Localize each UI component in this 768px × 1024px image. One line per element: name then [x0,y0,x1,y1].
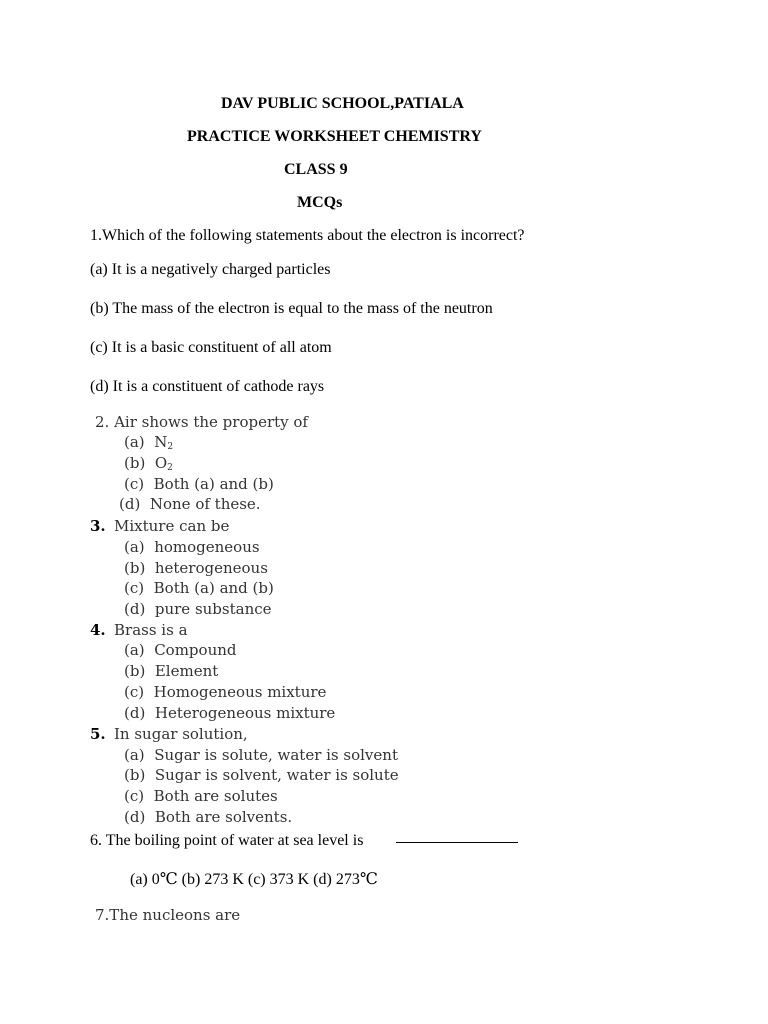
q4-option-b: (b) Element [124,662,219,680]
question-6: 6. The boiling point of water at sea level is [90,832,364,849]
option-label: (b) [124,454,146,472]
question-7: 7.The nucleons are [95,906,241,924]
question-1: 1.Which of the following statements about the electron is incorrect? [90,227,525,244]
q5-option-d: (d) Both are solvents. [124,808,293,826]
q5-option-a: (a) Sugar is solute, water is solvent [124,746,398,764]
question-4 [90,623,106,639]
question-3 [90,519,106,535]
q5-option-c: (c) Both are solutes [124,787,278,805]
q3-text: Mixture can be [114,517,230,535]
question-number: 5. [90,725,106,743]
q1-option-d: (d) It is a constituent of cathode rays [90,378,325,395]
option-label: (a) [124,433,145,451]
q2-option-d [119,497,261,512]
school-name: DAV PUBLIC SCHOOL,PATIALA [221,95,464,112]
question-number: 4. [90,621,106,639]
q4-option-d: (d) Heterogeneous mixture [124,704,336,722]
q2-option-b [124,456,173,473]
question-number: 3. [90,517,106,535]
q3-option-b: (b) heterogeneous [124,559,268,577]
question-2: 2. Air shows the property of [95,413,308,431]
option-text: Both (a) and (b) [153,475,274,493]
class-label: CLASS 9 [284,161,348,178]
q2-option-a [124,435,173,452]
q4-text: Brass is a [114,621,188,639]
q5-text: In sugar solution, [114,725,248,743]
option-label: (c) [124,475,145,493]
q6-options: (a) 0℃ (b) 273 K (c) 373 K (d) 273℃ [130,871,378,888]
q5-option-b: (b) Sugar is solvent, water is solute [124,766,399,784]
section-heading: MCQs [297,194,343,211]
q1-option-b: (b) The mass of the electron is equal to the mass of the neutron [90,300,493,317]
q2-option-c [124,477,274,492]
q4-option-a: (a) Compound [124,641,237,659]
option-text: None of these. [149,495,261,513]
q3-option-c: (c) Both (a) and (b) [124,579,274,597]
q1-option-c: (c) It is a basic constituent of all atom [90,339,332,356]
q1-option-a: (a) It is a negatively charged particles [90,261,331,278]
q3-option-d: (d) pure substance [124,600,272,618]
worksheet-title: PRACTICE WORKSHEET CHEMISTRY [187,128,482,145]
q4-option-c: (c) Homogeneous mixture [124,683,327,701]
nitrogen-formula: $N_2$ [154,433,174,452]
answer-blank-line [396,842,518,843]
oxygen-formula: $O_2$ [154,454,173,473]
option-label: (d) [119,495,141,513]
question-5 [90,727,106,743]
q3-option-a: (a) homogeneous [124,538,260,556]
